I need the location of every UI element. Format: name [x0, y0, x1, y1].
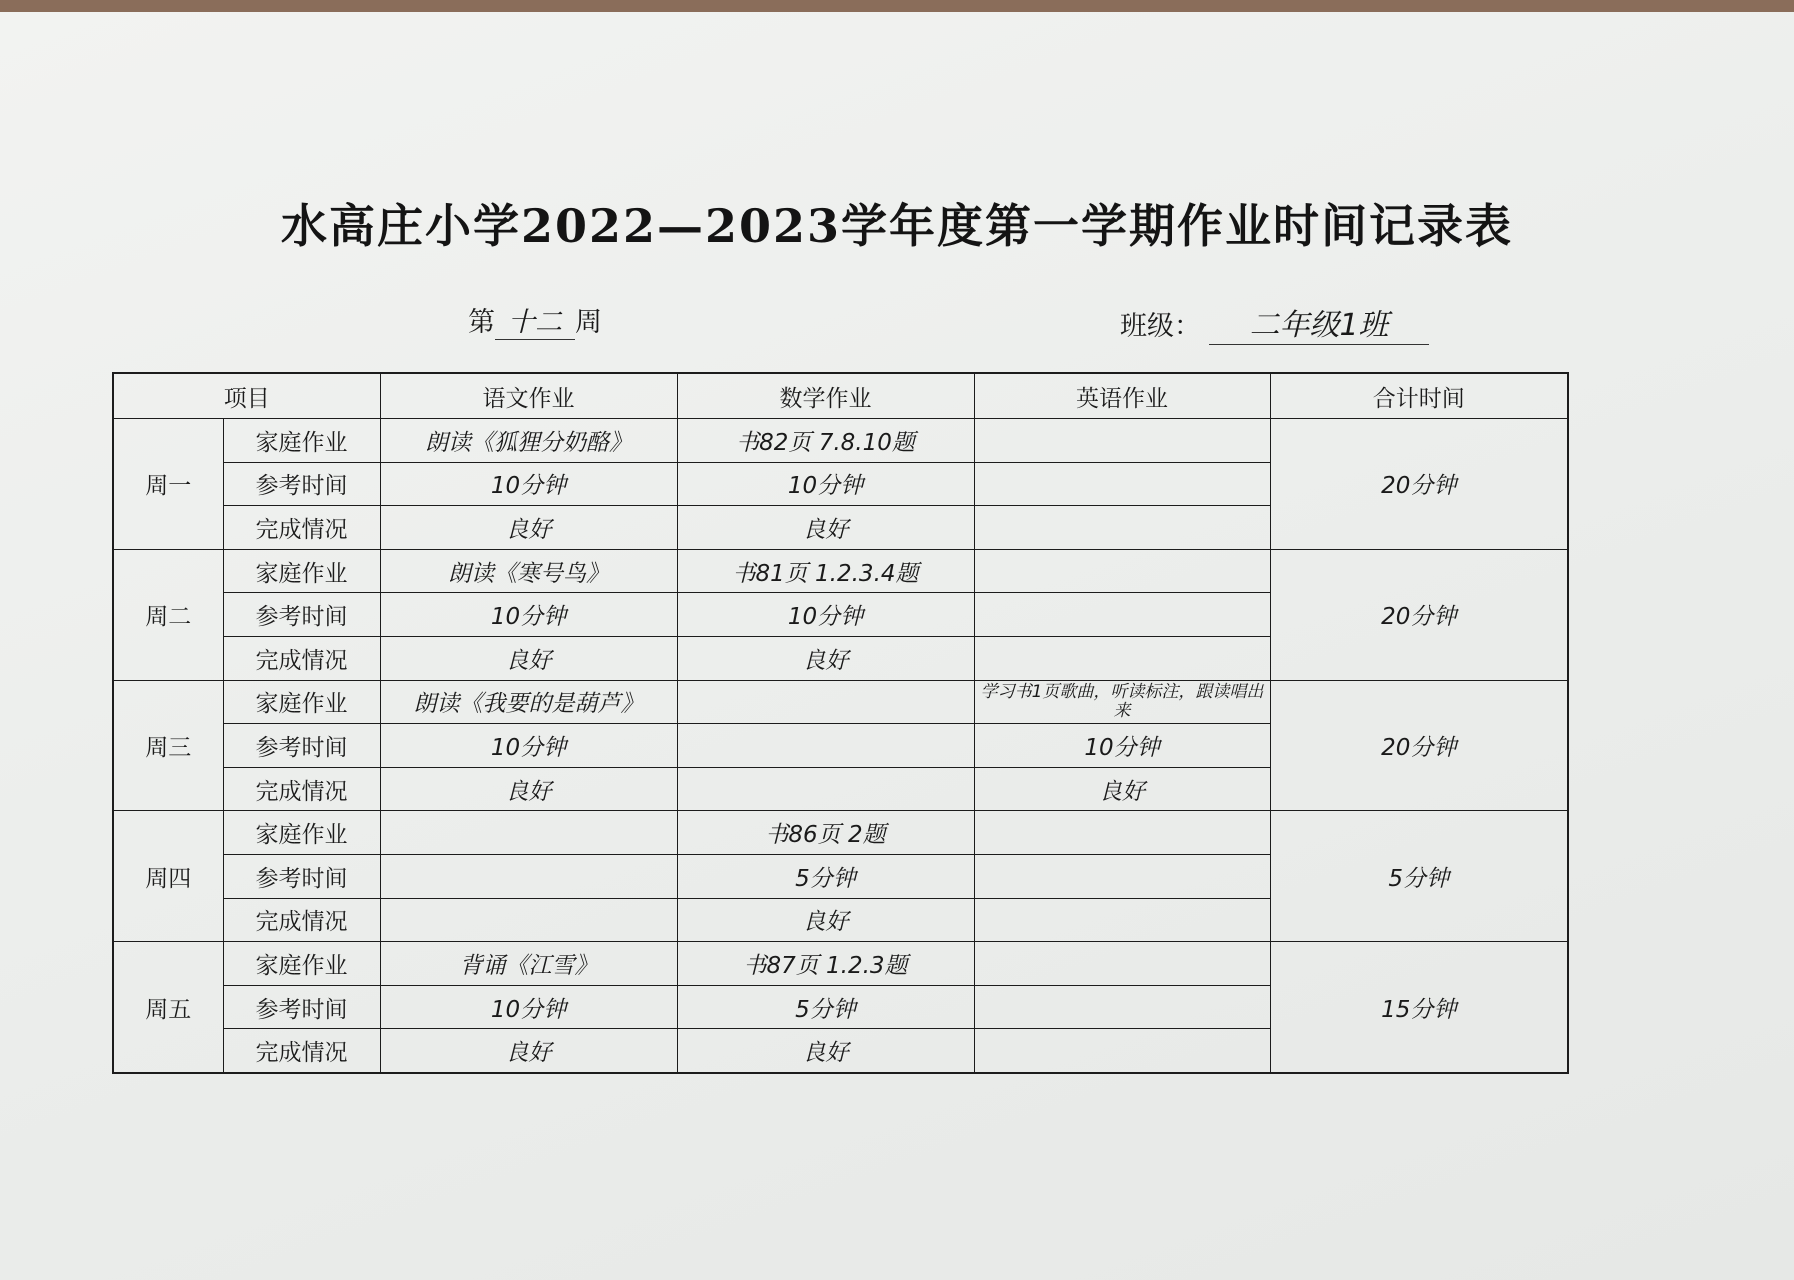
math-cell: 10分钟 — [677, 462, 974, 506]
math-cell: 良好 — [677, 1029, 974, 1073]
math-cell: 5分钟 — [677, 985, 974, 1029]
chinese-cell: 良好 — [380, 767, 677, 811]
class-value: 二年级1班 — [1209, 300, 1429, 345]
chinese-cell — [380, 854, 677, 898]
week-prefix: 第 — [468, 307, 495, 338]
row-label: 参考时间 — [223, 462, 380, 506]
day-label-wed: 周三 — [113, 680, 223, 811]
math-cell: 书82页 7.8.10题 — [677, 419, 974, 463]
row-label: 家庭作业 — [223, 419, 380, 463]
table-row — [113, 549, 1568, 593]
chinese-cell: 良好 — [380, 636, 677, 680]
english-cell: 10分钟 — [974, 724, 1270, 768]
chinese-cell: 10分钟 — [380, 724, 677, 768]
chinese-cell: 良好 — [380, 1029, 677, 1073]
row-label: 参考时间 — [223, 724, 380, 768]
chinese-cell: 朗读《寒号鸟》 — [380, 549, 677, 593]
day-label-thu: 周四 — [113, 811, 223, 942]
total-time-cell: 20分钟 — [1270, 419, 1568, 550]
english-cell: 学习书1页歌曲，听读标注，跟读唱出来 — [974, 680, 1270, 724]
row-label: 家庭作业 — [223, 942, 380, 986]
chinese-cell — [380, 898, 677, 942]
math-cell: 书86页 2题 — [677, 811, 974, 855]
table-body — [113, 419, 1568, 1073]
english-cell — [974, 898, 1270, 942]
english-cell — [974, 854, 1270, 898]
english-cell — [974, 593, 1270, 637]
chinese-cell: 背诵《江雪》 — [380, 942, 677, 986]
english-cell — [974, 462, 1270, 506]
english-cell — [974, 506, 1270, 550]
chinese-cell: 朗读《狐狸分奶酪》 — [380, 419, 677, 463]
math-cell: 10分钟 — [677, 593, 974, 637]
header-item: 项目 — [113, 373, 380, 419]
chinese-cell: 10分钟 — [380, 462, 677, 506]
english-cell — [974, 419, 1270, 463]
row-label: 参考时间 — [223, 985, 380, 1029]
row-label: 完成情况 — [223, 506, 380, 550]
header-chinese: 语文作业 — [380, 373, 677, 419]
chinese-cell: 10分钟 — [380, 985, 677, 1029]
header-english: 英语作业 — [974, 373, 1270, 419]
table-row — [113, 811, 1568, 855]
math-cell — [677, 767, 974, 811]
math-cell: 良好 — [677, 506, 974, 550]
total-time-cell: 5分钟 — [1270, 811, 1568, 942]
total-time-cell: 20分钟 — [1270, 680, 1568, 811]
math-cell — [677, 724, 974, 768]
row-label: 参考时间 — [223, 593, 380, 637]
class-label: 班级： — [1120, 311, 1201, 342]
total-time-cell: 15分钟 — [1270, 942, 1568, 1073]
header-total: 合计时间 — [1270, 373, 1568, 419]
page-title: 水高庄小学2022—2023学年度第一学期作业时间记录表 — [280, 199, 1514, 253]
math-cell: 书81页 1.2.3.4题 — [677, 549, 974, 593]
table-row — [113, 680, 1568, 724]
header-math: 数学作业 — [677, 373, 974, 419]
row-label: 完成情况 — [223, 898, 380, 942]
homework-record-table — [112, 372, 1569, 1074]
math-cell: 书87页 1.2.3题 — [677, 942, 974, 986]
english-cell — [974, 942, 1270, 986]
chinese-cell — [380, 811, 677, 855]
english-cell — [974, 1029, 1270, 1073]
week-line — [468, 300, 602, 340]
total-time-cell: 20分钟 — [1270, 549, 1568, 680]
english-cell — [974, 985, 1270, 1029]
english-cell — [974, 549, 1270, 593]
row-label: 参考时间 — [223, 854, 380, 898]
class-line — [1120, 300, 1429, 345]
chinese-cell: 朗读《我要的是葫芦》 — [380, 680, 677, 724]
row-label: 完成情况 — [223, 636, 380, 680]
english-cell — [974, 636, 1270, 680]
row-label: 完成情况 — [223, 767, 380, 811]
table-header-row — [113, 373, 1568, 419]
table-row — [113, 942, 1568, 986]
week-value: 十二 — [495, 300, 575, 340]
math-cell: 良好 — [677, 636, 974, 680]
day-label-fri: 周五 — [113, 942, 223, 1073]
chinese-cell: 10分钟 — [380, 593, 677, 637]
english-cell: 良好 — [974, 767, 1270, 811]
math-cell: 5分钟 — [677, 854, 974, 898]
day-label-mon: 周一 — [113, 419, 223, 550]
row-label: 家庭作业 — [223, 680, 380, 724]
row-label: 家庭作业 — [223, 549, 380, 593]
chinese-cell: 良好 — [380, 506, 677, 550]
row-label: 完成情况 — [223, 1029, 380, 1073]
table-row — [113, 419, 1568, 463]
math-cell — [677, 680, 974, 724]
english-cell — [974, 811, 1270, 855]
day-label-tue: 周二 — [113, 549, 223, 680]
math-cell: 良好 — [677, 898, 974, 942]
row-label: 家庭作业 — [223, 811, 380, 855]
week-suffix: 周 — [575, 307, 602, 338]
